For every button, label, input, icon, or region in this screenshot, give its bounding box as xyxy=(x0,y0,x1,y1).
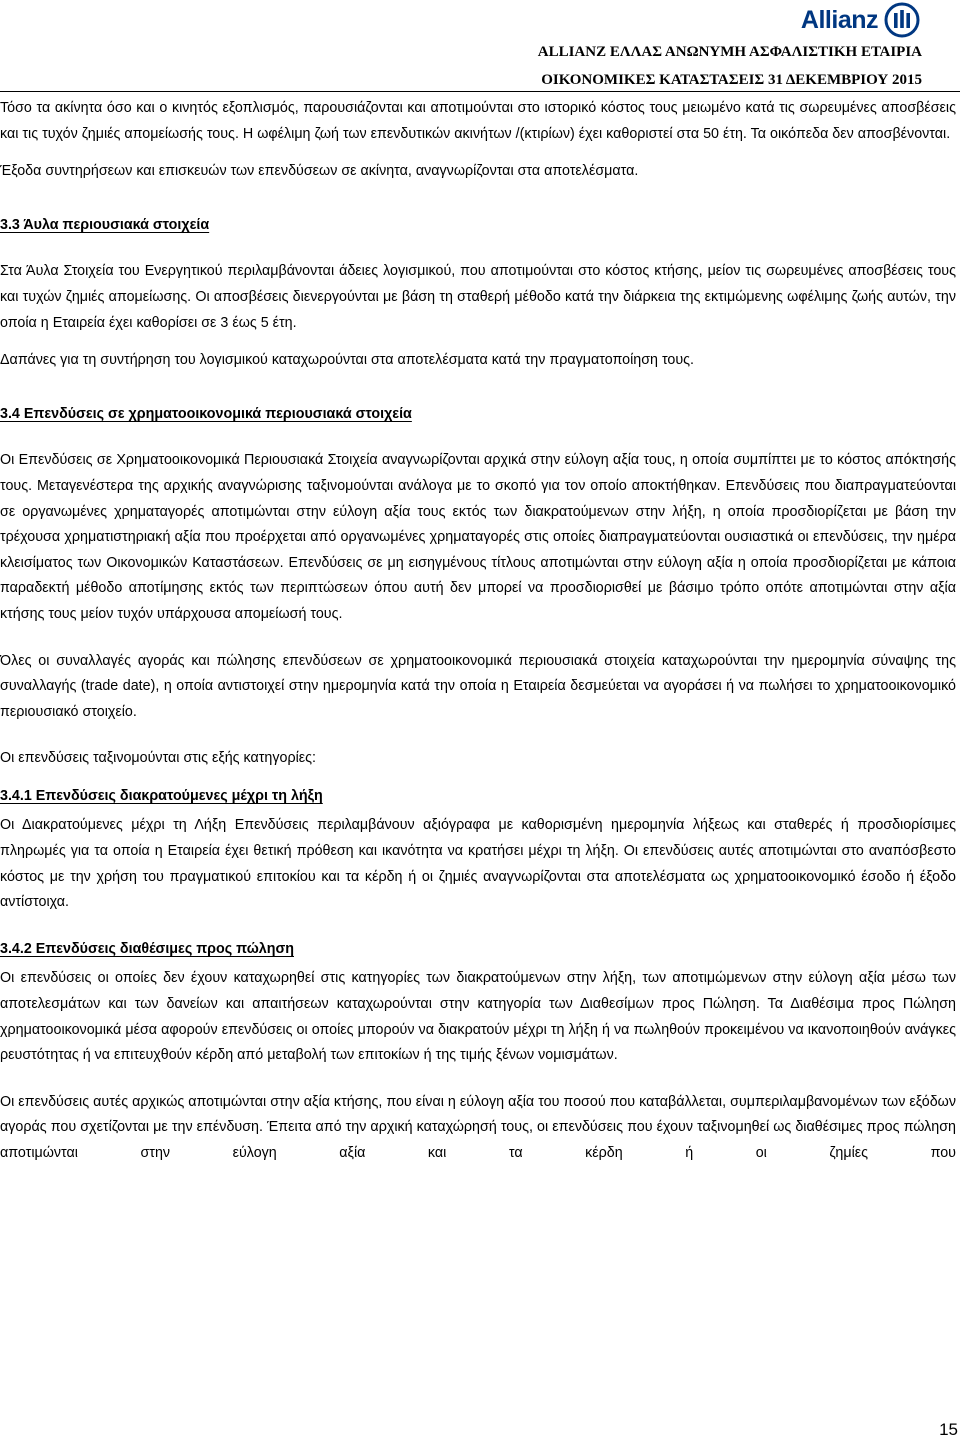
paragraph-intangible-assets: Στα Άυλα Στοιχεία του Ενεργητικού περιλαμβάνονται άδειες λογισμικού, που αποτιμούνται στο κόστος κτήσης, μείον τις σωρευμένες αποσβέσεις τους και τυχών ζημιές απομείωσης. Οι αποσβέσεις διενεργούνται με βάση τη σταθερή μέθοδο κατά την διάρκεια της εκτιμώμενης ωφέλιμης ζωής αυτών, την οποία η Εταιρεία έχει καθορίσει σε 3 έως 5 έτη. xyxy=(0,263,956,331)
report-title: ΟΙΚΟΝΟΜΙΚΕΣ ΚΑΤΑΣΤΑΣΕΙΣ 31 ΔΕΚΕΜΒΡΙΟΥ 2015 xyxy=(541,72,922,88)
allianz-eagle-icon xyxy=(884,2,920,38)
section-heading-3-4: 3.4 Επενδύσεις σε χρηματοοικονομικά περιουσιακά στοιχεία xyxy=(0,405,412,422)
paragraph-held-to-maturity: Οι Διακρατούμενες μέχρι τη Λήξη Επενδύσεις περιλαμβάνουν αξιόγραφα με καθορισμένη ημερομηνία λήξεως και σταθερές ή προσδιορίσιμες πληρωμές για τα οποία η Εταιρεία έχει θετική πρόθεση και ικανότητα να κρατήσει μέχρι τη λήξη. Οι επενδύσεις αυτές αποτιμώνται στο αναπόσβεστο κόστος με την χρήση του πραγματικού επιτοκίου και τα κέρδη ή οι ζημιές αναγνωρίζονται στα αποτελέσματα ως χρηματοοικονομικό έσοδο ή έξοδο αντίστοιχα. xyxy=(0,817,956,911)
paragraph-initial-measurement: Οι επενδύσεις αυτές αρχικώς αποτιμώνται στην αξία κτήσης, που είναι η εύλογη αξία του ποσού που καταβάλλεται, συμπεριλαμβανομένων των εξόδων αγοράς που σχετίζονται με την επένδυση. Έπειτα από την αρχική καταχώρησή τους, οι επενδύσεις που έχουν ταξινομηθεί ως διαθέσιμες προς πώληση αποτιμώνται στην εύλογη αξία και τα κέρδη ή οι ζημίες που xyxy=(0,1093,956,1161)
paragraph-software-maintenance: Δαπάνες για τη συντήρηση του λογισμικού καταχωρούνται στα αποτελέσματα κατά την πραγματοποίηση τους. xyxy=(0,352,695,369)
paragraph-financial-investments: Οι Επενδύσεις σε Χρηματοοικονομικά Περιουσιακά Στοιχεία αναγνωρίζονται αρχικά στην εύλογη αξία τους, η οποία συμπίπτει με το κόστος απόκτησής τους. Μεταγενέστερα της αρχικής αναγνώρισης ταξινομούνται ανάλογα με το σκοπό για τον οποίο αποκτήθηκαν. Επενδύσεις που διαπραγματεύονται σε οργανωμένες χρηματαγορές αποτιμώνται στην εύλογη αξία τους εκτός των διακρατούμενων στην λήξη, η οποία προσδιορίζεται με βάση την τρέχουσα χρηματιστηριακή αξία που προέρχεται από οργανωμένες χρηματαγορές στις οποίες διαπραγματεύονται ουσιαστικά οι επενδύσεις, την ημέρα κλεισίματος των Οικονομικών Καταστάσεων. Επενδύσεις σε μη εισηγμένους τίτλους αποτιμώνται στην εύλογη αξία η οποία προσδιορίζεται με κάποια παραδεκτή μέθοδο αποτίμησης εκτός των περιπτώσεων όπου αυτή δεν μπορεί να προσδιορισθεί με βάσιμο τρόπο οπότε αποτιμώνται στην αξία κτήσης τους μείον τυχόν υπάρχουσα απομείωσή τους. xyxy=(0,452,956,622)
page-header xyxy=(0,0,960,88)
paragraph-maintenance-costs: Έξοδα συντηρήσεων και επισκευών των επενδύσεων σε ακίνητα, αναγνωρίζονται στα αποτελέσματα. xyxy=(0,163,639,180)
allianz-logo xyxy=(801,2,920,38)
logo-wordmark: Allianz xyxy=(800,5,878,34)
paragraph-fixed-assets: Τόσο τα ακίνητα όσο και ο κινητός εξοπλισμός, παρουσιάζονται και αποτιμούνται στο ιστορικό κόστος τους μειωμένο κατά τις σωρευμένες αποσβέσεις και τις τυχόν ζημιές απομείωσής τους. Η ωφέλιμη ζωή των επενδυτικών ακινήτων /(κτιρίων) έχει καθοριστεί στα 50 έτη. Τα οικόπεδα δεν αποσβένονται. xyxy=(0,100,956,142)
company-name: ALLIANZ ΕΛΛΑΣ ΑΝΩΝΥΜΗ ΑΣΦΑΛΙΣΤΙΚΗ ΕΤΑΙΡΙΑ xyxy=(537,44,922,60)
section-heading-3-4-1: 3.4.1 Επενδύσεις διακρατούμενες μέχρι τη λήξη xyxy=(0,787,323,804)
section-heading-3-3: 3.3 Άυλα περιουσιακά στοιχεία xyxy=(0,216,210,233)
paragraph-categories: Οι επενδύσεις ταξινομούνται στις εξής κατηγορίες: xyxy=(0,750,317,767)
document-body xyxy=(0,96,956,1167)
section-heading-3-4-2: 3.4.2 Επενδύσεις διαθέσιμες προς πώληση xyxy=(0,940,294,957)
page-number: 15 xyxy=(939,1420,958,1439)
paragraph-trade-date: Όλες οι συναλλαγές αγοράς και πώλησης επενδύσεων σε χρηματοοικονομικά περιουσιακά στοιχεία καταχωρούνται την ημερομηνία σύναψης της συναλλαγής (trade date), η οποία αντιστοιχεί στην ημερομηνία κατά την οποία η Εταιρεία δεσμεύεται να αγοράσει ή να πωλήσει το χρηματοοικονομικό περιουσιακό στοιχείο. xyxy=(0,652,956,720)
paragraph-available-for-sale: Οι επενδύσεις οι οποίες δεν έχουν καταχωρηθεί στις κατηγορίες των διακρατούμενων στην λήξη, των αποτιμώμενων στην εύλογη αξία μέσω των αποτελεσμάτων και των δανείων και απαιτήσεων καταχωρούνται στην κατηγορία των Διαθεσίμων προς Πώληση. Τα Διαθέσιμα προς Πώληση χρηματοοικονομικά μέσα αφορούν επενδύσεις οι οποίες μπορούν να διακρατούν μέχρι τη λήξη ή να πωληθούν προκειμένου να ικανοποιηθούν ανάγκες ρευστότητας ή να επιτευχθούν κέρδη από μεταβολή των επιτοκίων ή της τιμής ξένων νομισμάτων. xyxy=(0,970,956,1064)
header-divider xyxy=(0,91,960,92)
